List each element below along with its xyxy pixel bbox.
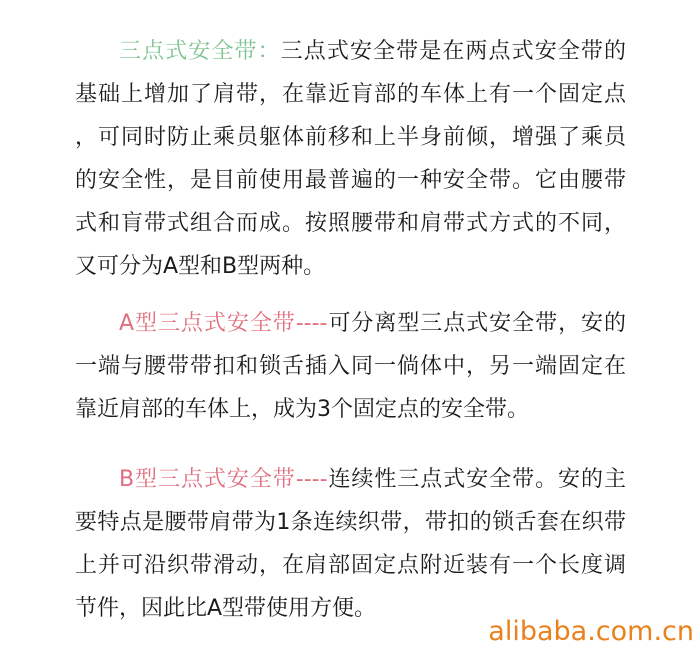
text-line: 靠近肩部的车体上，成为3个固定点的安全带。 xyxy=(75,397,529,422)
text-line: 的安全性，是目前使用最普遍的一种安全带。它由腰带 xyxy=(75,168,626,193)
text-line xyxy=(75,30,626,73)
alibaba-watermark: alibaba.com.cn xyxy=(488,616,694,647)
paragraph-type-a-seatbelt xyxy=(75,302,626,431)
text-line: ，可同时防止乘员躯体前移和上半身前倾，增强了乘员 xyxy=(75,125,626,150)
text-line: 要特点是腰带肩带为1条连续织带，带扣的锁舌套在织带 xyxy=(75,510,626,535)
document-body xyxy=(75,30,626,630)
heading-three-point-seatbelt: 三点式安全带： xyxy=(119,39,281,64)
text-line: 基础上增加了肩带，在靠近肓部的车体上有一个固定点 xyxy=(75,82,626,107)
text-line: 式和肓带式组合而成。按照腰带和肩带式方式的不同， xyxy=(75,211,626,236)
text-line xyxy=(75,302,626,345)
text-run: 连续性三点式安全带。安的主 xyxy=(327,467,626,492)
text-line: 一端与腰带带扣和锁舌插入同一倘体中，另一端固定在 xyxy=(75,354,626,379)
text-line: 又可分为A型和B型两种。 xyxy=(75,254,326,279)
paragraph-type-b-seatbelt xyxy=(75,458,626,630)
text-line: 节件，因此比A型带使用方便。 xyxy=(75,596,377,621)
heading-type-b-seatbelt: B型三点式安全带---- xyxy=(119,467,328,492)
paragraph-three-point-overview xyxy=(75,30,626,288)
text-line xyxy=(75,458,626,501)
text-line: 上并可沿织带滑动，在肩部固定点附近装有一个长度调 xyxy=(75,553,626,578)
text-run: 可分离型三点式安全带，安的 xyxy=(327,311,626,336)
text-run: 三点式安全带是在两点式安全带的 xyxy=(280,39,626,64)
heading-type-a-seatbelt: A型三点式安全带---- xyxy=(119,311,328,336)
